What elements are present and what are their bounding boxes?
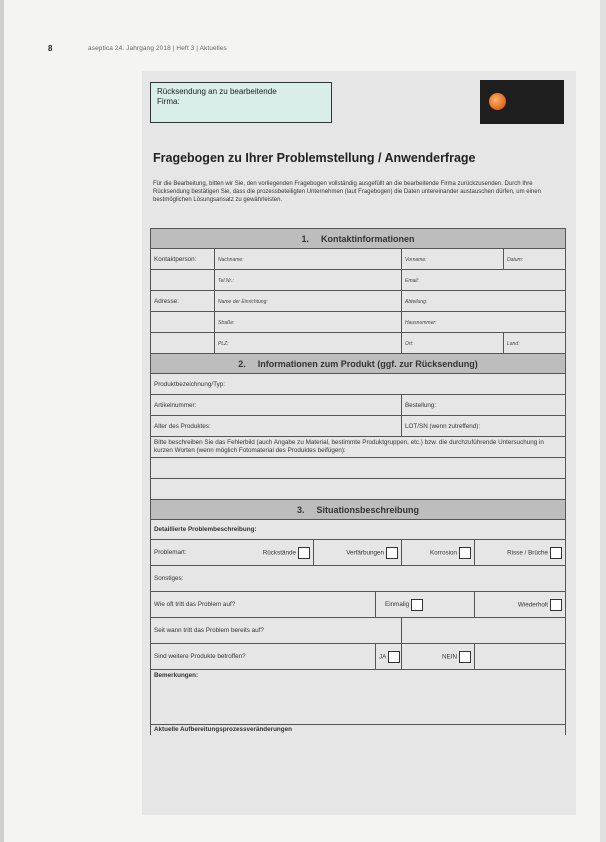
section3-header: 3. Situationsbeschreibung (151, 500, 566, 520)
scan-left-edge (0, 0, 4, 842)
alter-produkt-field[interactable]: Alter des Produktes: (151, 416, 402, 437)
sonstiges-field[interactable]: Sonstiges: (151, 566, 566, 592)
verfaerbungen-option[interactable]: Verfärbungen (314, 540, 402, 566)
fehlerbild-input-line1[interactable] (151, 458, 566, 479)
email-field[interactable]: Email: (402, 270, 566, 291)
land-field[interactable]: Land: (504, 333, 566, 354)
intro-text: Für die Bearbeitung, bitten wir Sie, den vorliegenden Fragebogen vollständig ausgefüllt an die bearbeitende Firma zurückzusenden. Durch Ihre Rücksendung bestätigen Sie, dass die prozessbeteiligten Unternehmen (laut Fragebogen) die Daten untereinander austauschen dürfen, um einen bestmöglichen Lösungsansatz zu gewährleisten. (153, 181, 541, 203)
ja-checkbox[interactable] (388, 651, 400, 663)
wiederholt-option[interactable]: Wiederholt (475, 592, 566, 618)
fehlerbild-input-line2[interactable] (151, 479, 566, 500)
scan-right-edge (600, 0, 606, 842)
return-box-line2: Firma: (157, 97, 180, 106)
hausnummer-field[interactable]: Hausnummer: (402, 312, 566, 333)
bemerkungen-field[interactable]: Bemerkungen: (151, 670, 566, 725)
vorname-field[interactable]: Vorname: (402, 249, 504, 270)
strasse-field[interactable]: Straße: (215, 312, 402, 333)
lot-sn-field[interactable]: LOT/SN (wenn zutreffend): (402, 416, 566, 437)
datum-field[interactable]: Datum: (504, 249, 566, 270)
logo-circle-icon (489, 93, 506, 110)
verfaerbungen-checkbox[interactable] (386, 547, 398, 559)
produktbezeichnung-field[interactable]: Produktbezeichnung/Typ: (151, 374, 566, 395)
page-number: 8 (48, 44, 53, 53)
aufbereitung-label: Aktuelle Aufbereitungsprozessveränderungen (151, 725, 566, 735)
tel-field[interactable]: Tel.Nr.: (215, 270, 402, 291)
empty-label-cell (151, 333, 215, 354)
return-address-box (150, 82, 332, 123)
abteilung-field[interactable]: Abteilung: (402, 291, 566, 312)
adresse-label: Adresse: (151, 291, 215, 312)
korrosion-checkbox[interactable] (459, 547, 471, 559)
empty-label-cell (151, 312, 215, 333)
nachname-field[interactable]: Nachname: (215, 249, 402, 270)
einmalig-option[interactable]: Einmalig (376, 592, 475, 618)
kontaktperson-label: Kontaktperson: (151, 249, 215, 270)
seit-wann-input[interactable] (402, 618, 566, 644)
detail-problem-label: Detaillierte Problembeschreibung: (151, 520, 566, 540)
empty-cell (475, 644, 566, 670)
form-title: Fragebogen zu Ihrer Problemstellung / Anwenderfrage (153, 151, 476, 165)
wie-oft-label: Wie oft tritt das Problem auf? (151, 592, 376, 618)
section2-header: 2. Informationen zum Produkt (ggf. zur Rücksendung) (151, 354, 566, 374)
nein-option[interactable]: NEIN (402, 644, 475, 670)
einmalig-checkbox[interactable] (411, 599, 423, 611)
fehlerbild-instructions: Bitte beschreiben Sie das Fehlerbild (auch Angabe zu Material, bestimmte Produktgruppen, etc.) bzw. die durchzuführende Untersuchung in kurzen Worten (wenn möglich Fotomaterial des Produktes beifügen): (151, 437, 566, 458)
running-title: aseptica 24. Jahrgang 2018 | Heft 3 | Aktuelles (88, 45, 227, 52)
nein-checkbox[interactable] (459, 651, 471, 663)
empty-label-cell (151, 270, 215, 291)
rueckstaende-checkbox[interactable] (298, 547, 310, 559)
einrichtung-field[interactable]: Name der Einrichtung: (215, 291, 402, 312)
wiederholt-checkbox[interactable] (550, 599, 562, 611)
weitere-produkte-label: Sind weitere Produkte betroffen? (151, 644, 376, 670)
section1-header: 1. Kontaktinformationen (151, 229, 566, 249)
ort-field[interactable]: Ort: (402, 333, 504, 354)
risse-brueche-checkbox[interactable] (550, 547, 562, 559)
korrosion-option[interactable]: Korrosion (402, 540, 475, 566)
artikelnummer-field[interactable]: Artikelnummer: (151, 395, 402, 416)
company-logo (480, 80, 564, 124)
seit-wann-label: Seit wann tritt das Problem bereits auf? (151, 618, 402, 644)
questionnaire-table (150, 228, 566, 735)
return-box-line1: Rücksendung an zu bearbeitende (157, 87, 277, 96)
bestellung-field[interactable]: Bestellung: (402, 395, 566, 416)
plz-field[interactable]: PLZ: (215, 333, 402, 354)
ja-option[interactable]: JA (376, 644, 402, 670)
problemart-label: Problemart: (151, 540, 215, 566)
risse-brueche-option[interactable]: Risse / Brüche (475, 540, 566, 566)
rueckstaende-option[interactable]: Rückstände (215, 540, 314, 566)
